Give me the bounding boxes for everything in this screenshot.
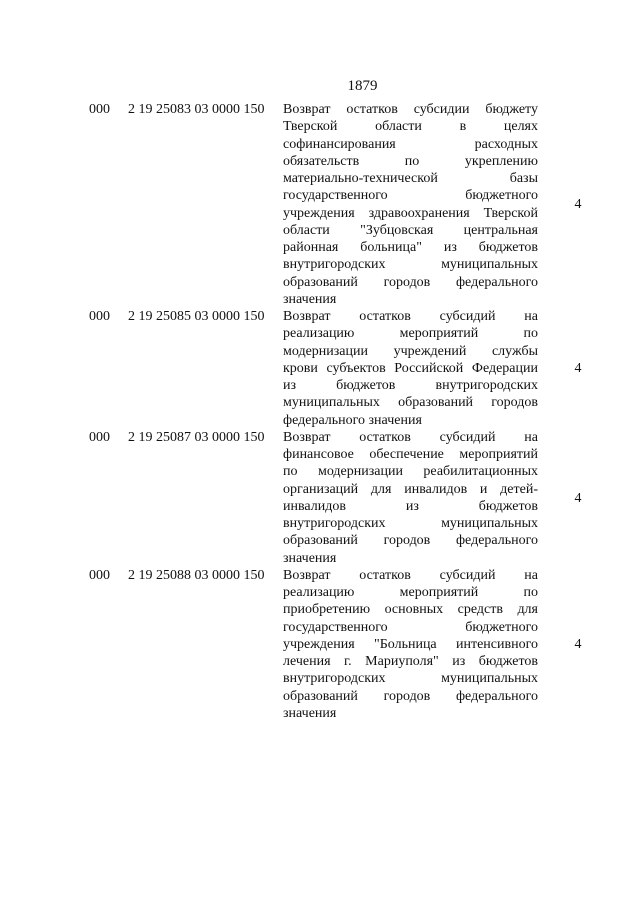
description-line: учреждения "Больница интенсивного bbox=[283, 636, 538, 652]
row-description bbox=[283, 429, 538, 567]
row-description bbox=[283, 308, 538, 429]
table-row bbox=[0, 429, 640, 567]
description-line: финансовое обеспечение мероприятий bbox=[283, 447, 538, 462]
description-line: государственного бюджетного bbox=[283, 188, 538, 204]
description-line: муниципальных образований городов bbox=[283, 395, 538, 411]
description-line: лечения г. Мариуполя" из бюджетов bbox=[283, 654, 538, 669]
description-line: внутригородских муниципальных bbox=[283, 257, 538, 273]
budget-classification-code: 2 19 25087 03 0000 150 bbox=[128, 429, 265, 445]
description-line: модернизации учреждений службы bbox=[283, 343, 538, 359]
description-line: инвалидов из бюджетов bbox=[283, 498, 538, 514]
description-line: софинансирования расходных bbox=[283, 136, 538, 152]
row-description bbox=[283, 567, 538, 722]
description-line: значения bbox=[283, 291, 337, 307]
description-line: Возврат остатков субсидии бюджету bbox=[283, 102, 538, 117]
description-line: Тверской области в целях bbox=[283, 119, 538, 135]
description-line: организаций для инвалидов и детей- bbox=[283, 481, 538, 497]
description-line: образований городов федерального bbox=[283, 274, 538, 290]
description-line: материально-технической базы bbox=[283, 171, 538, 186]
description-line: реализацию мероприятий по bbox=[283, 326, 538, 342]
description-line: значения bbox=[283, 550, 337, 566]
amount-value: 4 bbox=[574, 636, 582, 652]
budget-classification-code: 2 19 25085 03 0000 150 bbox=[128, 309, 265, 324]
description-line: крови субъектов Российской Федерации bbox=[283, 360, 538, 376]
description-line: государственного бюджетного bbox=[283, 619, 538, 635]
admin-code: 000 bbox=[89, 309, 110, 324]
description-line: образований городов федерального bbox=[283, 688, 538, 704]
description-line: районная больница" из бюджетов bbox=[283, 240, 538, 255]
table-row bbox=[0, 308, 640, 429]
table-row bbox=[0, 567, 640, 722]
description-line: из бюджетов внутригородских bbox=[283, 378, 538, 393]
description-line: образований городов федерального bbox=[283, 533, 538, 549]
page-number: 1879 bbox=[347, 78, 378, 94]
budget-classification-code: 2 19 25088 03 0000 150 bbox=[128, 567, 265, 583]
admin-code: 000 bbox=[89, 102, 110, 117]
description-line: Возврат остатков субсидий на bbox=[283, 567, 538, 583]
description-line: федерального значения bbox=[283, 412, 422, 428]
description-line: учреждения здравоохранения Тверской bbox=[283, 205, 538, 221]
table-row bbox=[0, 101, 640, 308]
description-line: приобретению основных средств для bbox=[283, 602, 538, 618]
description-line: значения bbox=[283, 705, 337, 721]
description-line: реализацию мероприятий по bbox=[283, 585, 538, 600]
description-line: по модернизации реабилитационных bbox=[283, 464, 538, 480]
amount-value: 4 bbox=[574, 490, 582, 506]
admin-code: 000 bbox=[89, 567, 110, 583]
budget-classification-code: 2 19 25083 03 0000 150 bbox=[128, 102, 265, 117]
description-line: обязательств по укреплению bbox=[283, 153, 538, 169]
description-line: внутригородских муниципальных bbox=[283, 516, 538, 531]
description-line: Возврат остатков субсидий на bbox=[283, 309, 538, 324]
description-line: Возврат остатков субсидий на bbox=[283, 429, 538, 445]
description-line: внутригородских муниципальных bbox=[283, 671, 538, 687]
row-description bbox=[283, 101, 538, 308]
description-line: области "Зубцовская центральная bbox=[283, 222, 538, 238]
amount-value: 4 bbox=[574, 361, 582, 376]
amount-value: 4 bbox=[574, 197, 582, 212]
admin-code: 000 bbox=[89, 429, 110, 445]
